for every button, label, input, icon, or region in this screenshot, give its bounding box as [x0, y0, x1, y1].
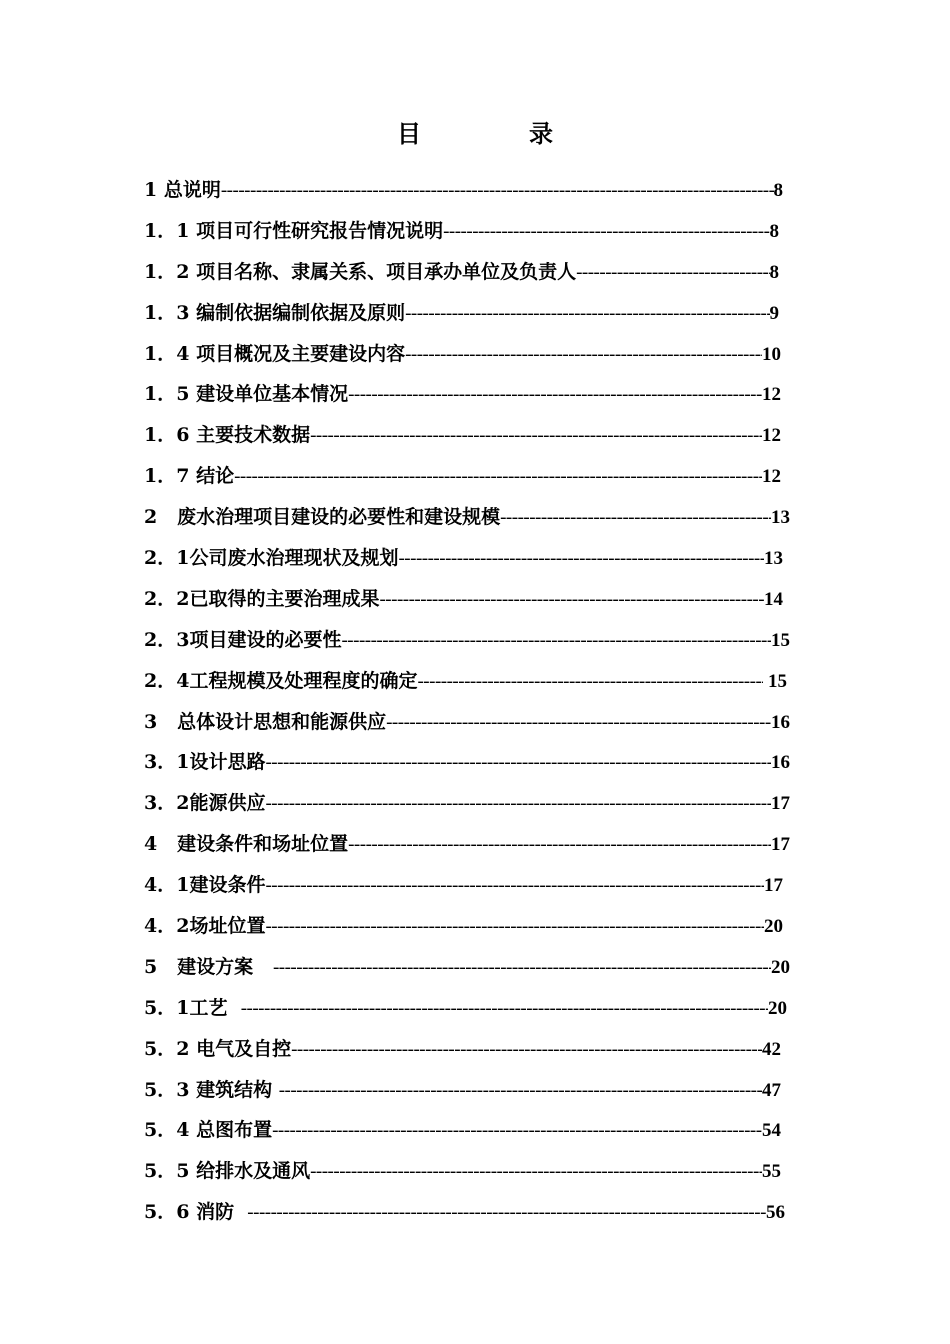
toc-entry-title: 编制依据编制依据及原则: [196, 301, 406, 324]
toc-entry-title: 已取得的主要治理成果: [189, 587, 380, 610]
toc-dot-leader: [241, 989, 768, 1030]
toc-entry-number: 1．4: [144, 342, 197, 365]
toc-entry-title: 建设方案: [177, 955, 273, 978]
toc-entry-number: 3．2: [144, 792, 190, 815]
toc-entry-title: 公司废水治理现状及规划: [189, 547, 399, 570]
toc-entry-page-number: 12: [762, 384, 781, 406]
toc-dot-leader: [247, 1193, 766, 1234]
toc-entry[interactable]: [144, 906, 783, 947]
toc-entry[interactable]: [144, 456, 781, 497]
toc-entry[interactable]: [144, 211, 779, 252]
toc-entry-page-number: 47: [762, 1079, 781, 1101]
toc-dot-leader: [265, 907, 764, 948]
toc-entry-title: 设计思路: [189, 751, 266, 774]
toc-entry-number: 2．4: [144, 669, 190, 692]
toc-entry-title: 工艺: [189, 996, 241, 1019]
toc-dot-leader: [265, 784, 771, 825]
toc-dot-leader: [417, 662, 763, 703]
toc-entry-title: 建设条件和场址位置: [177, 833, 349, 856]
toc-dot-leader: [341, 621, 771, 662]
toc-title-char-1: 目: [397, 119, 421, 148]
toc-entry[interactable]: [144, 1151, 781, 1192]
toc-entry-title: 结论: [196, 465, 235, 488]
toc-entry-title: 项目名称、隶属关系、项目承办单位及负责人: [196, 260, 577, 283]
toc-entry-page-number: 12: [762, 466, 781, 488]
toc-entry[interactable]: [144, 824, 790, 865]
toc-entry[interactable]: [144, 293, 779, 334]
toc-dot-leader: [386, 703, 771, 744]
toc-dot-leader: [576, 253, 769, 294]
toc-dot-leader: [348, 375, 762, 416]
toc-entry[interactable]: [144, 661, 787, 702]
toc-entry-number: 2．2: [144, 587, 190, 610]
toc-dot-leader: [348, 825, 771, 866]
toc-entry-page-number: 13: [764, 548, 783, 570]
toc-entry-number: 4．1: [144, 874, 190, 897]
toc-entry[interactable]: [144, 947, 790, 988]
toc-dot-leader: [265, 743, 771, 784]
toc-entry-title: 项目可行性研究报告情况说明: [196, 219, 444, 242]
toc-entry-page-number: 56: [766, 1202, 785, 1224]
toc-entry[interactable]: [144, 1192, 785, 1233]
toc-entry-number: 2: [144, 506, 178, 529]
toc-entry-number: 5．5: [144, 1160, 197, 1183]
toc-entry[interactable]: [144, 579, 783, 620]
toc-dot-leader: [405, 294, 769, 335]
toc-entry-title: 项目概况及主要建设内容: [196, 342, 406, 365]
toc-title: [0, 114, 950, 149]
toc-entry-number: 1．3: [144, 301, 197, 324]
toc-entry-number: 1．6: [144, 424, 197, 447]
toc-entry-page-number: 16: [771, 752, 790, 774]
toc-entry-title: 总说明: [163, 179, 221, 201]
toc-dot-leader: [310, 1152, 762, 1193]
toc-entry-page-number: 14: [764, 588, 783, 610]
toc-entry-number: 1．7: [144, 465, 197, 488]
toc-dot-leader: [221, 171, 774, 212]
toc-dot-leader: [398, 539, 764, 580]
toc-entry[interactable]: [144, 252, 779, 293]
toc-entry[interactable]: [144, 865, 783, 906]
toc-entry-number: 5．2: [144, 1037, 197, 1060]
toc-entry-page-number: 8: [773, 180, 783, 201]
toc-entry[interactable]: [144, 620, 790, 661]
toc-entry-page-number: 10: [762, 343, 781, 365]
toc-entry[interactable]: [144, 334, 781, 375]
toc-entry-page-number: 15: [771, 629, 790, 651]
toc-dot-leader: [443, 212, 769, 253]
toc-entry-title: 建筑结构: [196, 1078, 279, 1101]
toc-entry-number: 1: [144, 179, 164, 201]
toc-entry-title: 废水治理项目建设的必要性和建设规模: [177, 506, 501, 529]
toc-dot-leader: [405, 335, 762, 376]
toc-entry-number: 4．2: [144, 915, 190, 938]
toc-entry-title: 场址位置: [189, 915, 266, 938]
toc-entry-title: 建设条件: [189, 874, 266, 897]
toc-entry-number: 1．1: [144, 219, 197, 242]
toc-entry-number: 2．3: [144, 628, 190, 651]
toc-dot-leader: [234, 457, 762, 498]
toc-entry-number: 5．1: [144, 996, 190, 1019]
toc-entry[interactable]: [144, 415, 781, 456]
toc-entry-number: 1．2: [144, 260, 197, 283]
toc-entry-title: 给排水及通风: [196, 1160, 311, 1183]
toc-entry-title: 建设单位基本情况: [196, 383, 349, 406]
toc-entry-page-number: 8: [769, 220, 779, 242]
toc-entry-number: 3．1: [144, 751, 190, 774]
toc-entry-page-number: 16: [771, 711, 790, 733]
toc-entry[interactable]: [144, 742, 790, 783]
toc-title-char-2: 录: [529, 119, 553, 148]
toc-entry-page-number: 8: [769, 261, 779, 283]
toc-entry-number: 4: [144, 833, 178, 856]
toc-entry[interactable]: [144, 702, 790, 743]
toc-entry-number: 1．5: [144, 383, 197, 406]
toc-entry-page-number: 20: [768, 997, 787, 1019]
toc-entry-number: 3: [144, 710, 178, 733]
toc-entry-page-number: 9: [769, 302, 779, 324]
toc-entry-page-number: 15: [763, 670, 787, 692]
toc-entry[interactable]: [144, 497, 790, 538]
toc-entry-number: 5: [144, 955, 178, 978]
toc-entry-page-number: 55: [762, 1161, 781, 1183]
toc-entry-title: 主要技术数据: [196, 424, 311, 447]
toc-entry-title: 工程规模及处理程度的确定: [189, 669, 418, 692]
toc-entry-title: 电气及自控: [196, 1037, 292, 1060]
toc-entry-page-number: 12: [762, 425, 781, 447]
toc-dot-leader: [310, 416, 762, 457]
toc-entry[interactable]: [144, 374, 781, 415]
toc-entry[interactable]: [144, 1029, 781, 1070]
toc-dot-leader: [273, 948, 771, 989]
toc-entry-page-number: 17: [771, 834, 790, 856]
toc-dot-leader: [500, 498, 771, 539]
toc-entry-number: 5．4: [144, 1119, 197, 1142]
toc-entry-page-number: 13: [771, 507, 790, 529]
toc-entry[interactable]: [144, 783, 790, 824]
toc-entry[interactable]: [144, 988, 787, 1029]
toc-entry-page-number: 17: [771, 793, 790, 815]
toc-dot-leader: [291, 1030, 762, 1071]
toc-dot-leader: [265, 866, 764, 907]
toc-entry-title: 总体设计思想和能源供应: [177, 710, 387, 733]
toc-entry[interactable]: [144, 1070, 781, 1111]
toc-dot-leader: [379, 580, 764, 621]
toc-dot-leader: [272, 1111, 762, 1152]
toc-dot-leader: [279, 1071, 762, 1112]
toc-entry-number: 5．6: [144, 1201, 197, 1224]
toc-entry-title: 项目建设的必要性: [189, 628, 342, 651]
toc-entry-number: 2．1: [144, 547, 190, 570]
toc-entry-page-number: 20: [764, 916, 783, 938]
toc-entry-page-number: 20: [771, 956, 790, 978]
toc-entry-title: 能源供应: [189, 792, 266, 815]
toc-entry-page-number: 54: [762, 1120, 781, 1142]
toc-entry-title: 消防: [196, 1201, 248, 1224]
table-of-contents: [144, 170, 804, 1233]
toc-entry-title: 总图布置: [196, 1119, 273, 1142]
toc-entry[interactable]: [144, 538, 783, 579]
toc-entry[interactable]: [144, 170, 783, 211]
toc-entry[interactable]: [144, 1110, 781, 1151]
toc-entry-page-number: 17: [764, 875, 783, 897]
toc-entry-number: 5．3: [144, 1078, 197, 1101]
toc-entry-page-number: 42: [762, 1038, 781, 1060]
